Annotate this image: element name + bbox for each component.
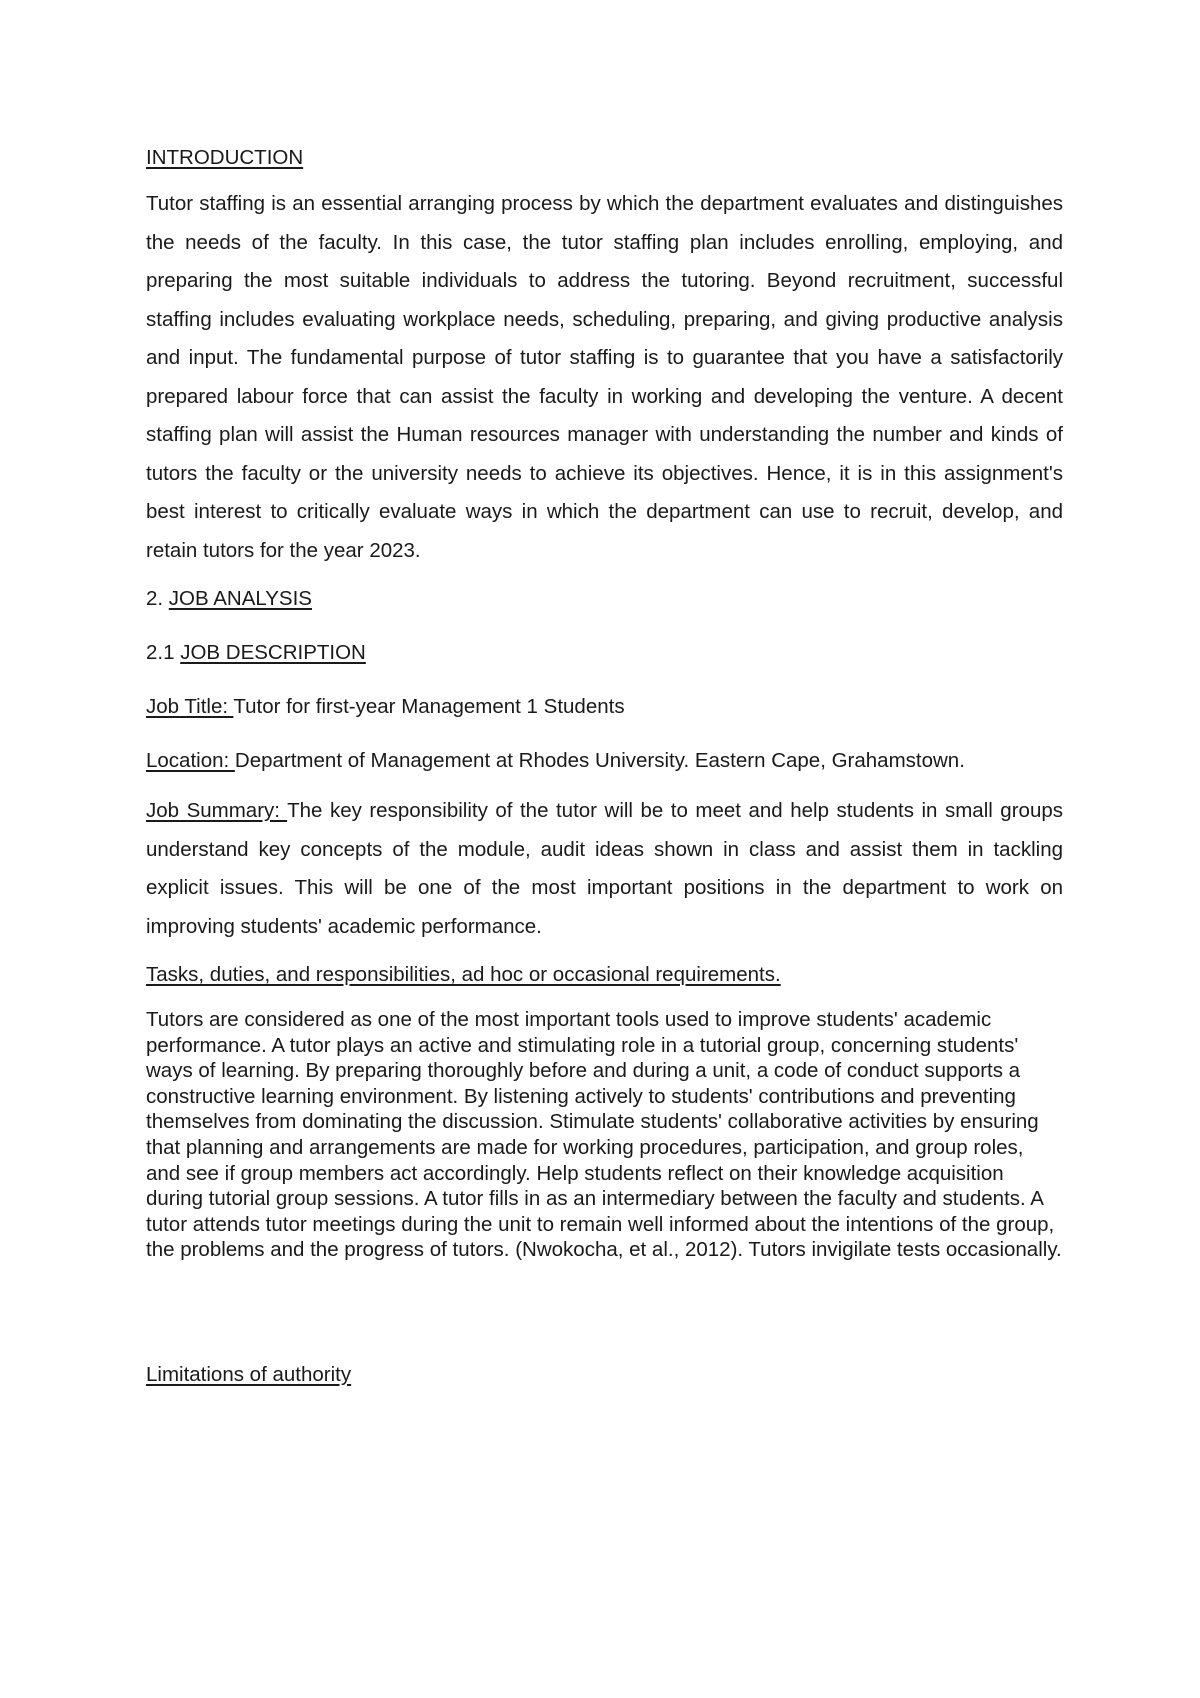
job-analysis-heading-text: JOB ANALYSIS xyxy=(168,587,312,610)
job-summary-value: The key responsibility of the tutor will be to meet and help students in small groups understand key concepts of the module, audit ideas shown in class and assist them in tackling explicit issues. This will be one of the most important positions in the department to work on improving students' academic performance. xyxy=(146,799,1063,938)
job-title-line xyxy=(146,695,1063,719)
location-value: Department of Management at Rhodes University. Eastern Cape, Grahamstown. xyxy=(234,749,965,772)
job-description-heading-text: JOB DESCRIPTION xyxy=(180,641,366,664)
job-description-number: 2.1 xyxy=(146,641,181,664)
job-title-label: Job Title: xyxy=(146,695,234,718)
job-description-heading xyxy=(146,641,1063,665)
document-body xyxy=(146,146,1063,1387)
limitations-heading xyxy=(146,1363,1063,1387)
location-label: Location: xyxy=(146,749,235,772)
job-summary-paragraph xyxy=(146,792,1063,946)
job-analysis-heading xyxy=(146,587,1063,611)
introduction-paragraph: Tutor staffing is an essential arranging process by which the department evaluates and distinguishes the needs of the faculty. In this case, the tutor staffing plan includes enrolling, employing, and preparing the most suitable individuals to address the tutoring. Beyond recruitment, successful staffing includes evaluating workplace needs, scheduling, preparing, and giving productive analysis and input. The fundamental purpose of tutor staffing is to guarantee that you have a satisfactorily prepared labour force that can assist the faculty in working and developing the venture. A decent staffing plan will assist the Human resources manager with understanding the number and kinds of tutors the faculty or the university needs to achieve its objectives. Hence, it is in this assignment's best interest to critically evaluate ways in which the department can use to recruit, develop, and retain tutors for the year 2023. xyxy=(146,192,1063,562)
location-line xyxy=(146,749,1063,773)
job-title-value: Tutor for first-year Management 1 Students xyxy=(233,695,625,718)
job-analysis-number: 2. xyxy=(146,587,169,610)
introduction-heading-text: INTRODUCTION xyxy=(146,146,304,169)
introduction-heading xyxy=(146,146,1063,170)
job-summary-label: Job Summary: xyxy=(146,799,288,822)
tasks-heading xyxy=(146,963,1063,987)
limitations-heading-text: Limitations of authority xyxy=(146,1362,352,1386)
tasks-heading-text: Tasks, duties, and responsibilities, ad hoc or occasional requirements. xyxy=(146,963,781,986)
tasks-paragraph: Tutors are considered as one of the most important tools used to improve students' academic performance. A tutor plays an active and stimulating role in a tutorial group, concerning students' ways of learning. By preparing thoroughly before and during a unit, a code of conduct supports a constructive learning environment. By listening actively to students' contributions and preventing themselves from dominating the discussion. Stimulate students' collaborative activities by ensuring that planning and arrangements are made for working procedures, participation, and group roles, and see if group members act accordingly. Help students reflect on their knowledge acquisition during tutorial group sessions. A tutor fills in as an intermediary between the faculty and students. A tutor attends tutor meetings during the unit to remain well informed about the intentions of the group, the problems and the progress of tutors. (Nwokocha, et al., 2012). Tutors invigilate tests occasionally. xyxy=(146,1008,1062,1262)
